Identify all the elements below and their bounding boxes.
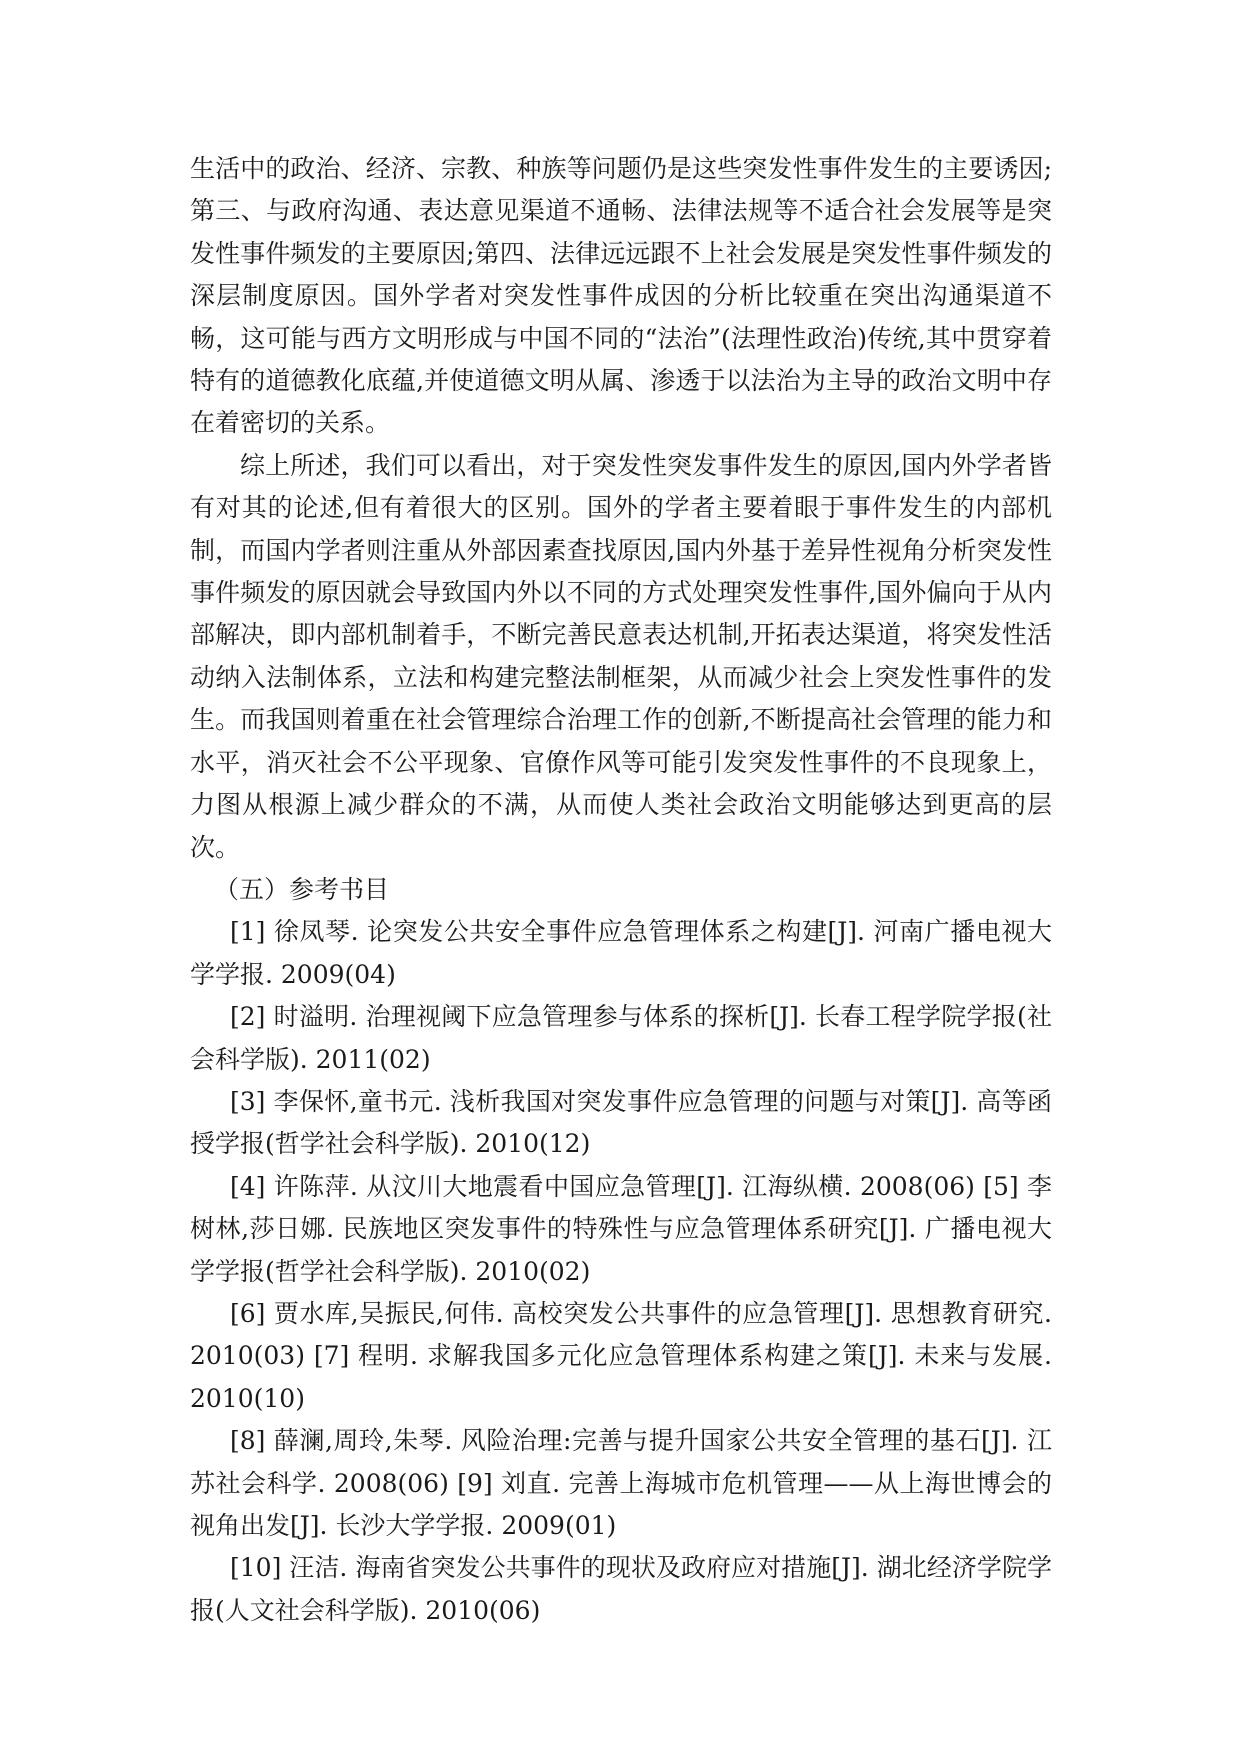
reference-item-8-9: [8] 薛澜,周玲,朱琴. 风险治理:完善与提升国家公共安全管理的基石[J]. 江苏社会科学. 2008(06) [9] 刘直. 完善上海城市危机管理——从上海世博会的视角出发[J]. 长沙大学学报. 2009(01) [190,1426,1052,1540]
references-heading: （五）参考书目 [214,874,390,904]
reference-list [190,911,1052,1632]
reference-item-10: [10] 汪洁. 海南省突发公共事件的现状及政府应对措施[J]. 湖北经济学院学报(人文社会科学版). 2010(06) [190,1553,1052,1625]
reference-item-4-5: [4] 许陈萍. 从汶川大地震看中国应急管理[J]. 江海纵横. 2008(06) [5] 李树林,莎日娜. 民族地区突发事件的特殊性与应急管理体系研究[J]. 广播电视大学学报(哲学社会科学版). 2010(02) [190,1171,1052,1286]
reference-item-3: [3] 李保怀,童书元. 浅析我国对突发事件应急管理的问题与对策[J]. 高等函授学报(哲学社会科学版). 2010(12) [190,1086,1052,1159]
document-page [190,148,1052,1632]
body-paragraph-summary: 综上所述，我们可以看出，对于突发性突发事件发生的原因,国内外学者皆有对其的论述,但有着很大的区别。国外的学者主要着眼于事件发生的内部机制，而国内学者则注重从外部因素查找原因,国内外基于差异性视角分析突发性事件频发的原因就会导致国内外以不同的方式处理突发性事件,国外偏向于从内部解决，即内部机制着手，不断完善民意表达机制,开拓表达渠道，将突发性活动纳入法制体系，立法和构建完整法制框架，从而减少社会上突发性事件的发生。而我国则着重在社会管理综合治理工作的创新,不断提高社会管理的能力和水平，消灭社会不公平现象、官僚作风等可能引发突发性事件的不良现象上，力图从根源上减少群众的不满，从而使人类社会政治文明能够达到更高的层次。 [190,450,1052,862]
reference-item-1: [1] 徐凤琴. 论突发公共安全事件应急管理体系之构建[J]. 河南广播电视大学学报. 2009(04) [190,917,1052,989]
reference-item-6-7: [6] 贾水库,吴振民,何伟. 高校突发公共事件的应急管理[J]. 思想教育研究. 2010(03) [7] 程明. 求解我国多元化应急管理体系构建之策[J]. 未来与发展. 2010(10) [190,1298,1052,1413]
reference-item-2: [2] 时溢明. 治理视阈下应急管理参与体系的探析[J]. 长春工程学院学报(社会科学版). 2011(02) [190,1002,1052,1074]
body-paragraph-continued: 生活中的政治、经济、宗教、种族等问题仍是这些突发性事件发生的主要诱因;第三、与政府沟通、表达意见渠道不通畅、法律法规等不适合社会发展等是突发性事件频发的主要原因;第四、法律远远跟不上社会发展是突发性事件频发的深层制度原因。国外学者对突发性事件成因的分析比较重在突出沟通渠道不畅，这可能与西方文明形成与中国不同的“法治”(法理性政治)传统,其中贯穿着特有的道德教化底蕴,并使道德文明从属、渗透于以法治为主导的政治文明中存在着密切的关系。 [190,154,1052,438]
